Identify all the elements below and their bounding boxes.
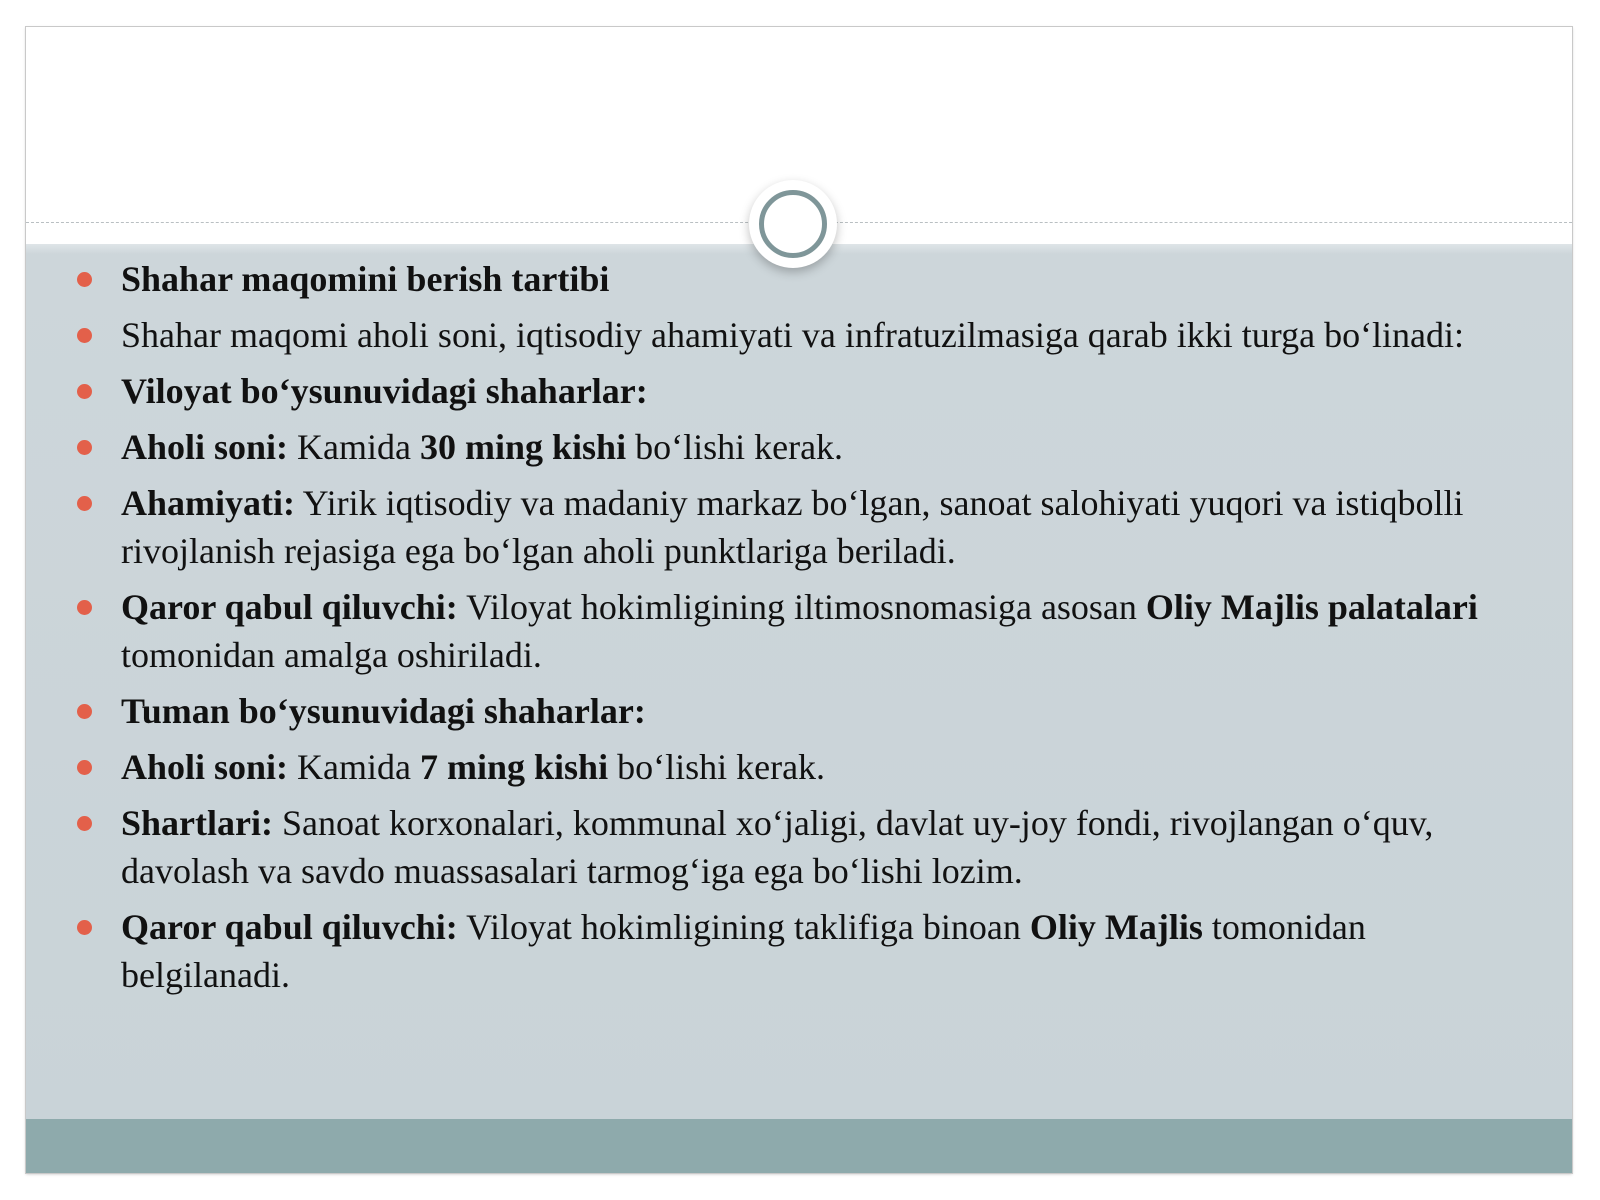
ring-inner	[759, 190, 827, 258]
bullet-dot-icon	[77, 496, 92, 511]
bullet-text: Kamida	[288, 427, 421, 467]
bullet-item	[92, 255, 1492, 303]
bullet-item	[92, 743, 1492, 791]
bullet-bold-text: Aholi soni:	[121, 747, 289, 787]
footer-band	[26, 1119, 1572, 1173]
bullet-text: Viloyat hokimligining iltimosnomasiga asosan	[457, 587, 1146, 627]
bullet-list	[92, 255, 1492, 1007]
bullet-text: Viloyat hokimligining taklifiga binoan	[457, 907, 1030, 947]
bullet-dot-icon	[77, 328, 92, 343]
bullet-text: tomonidan belgilanadi.	[121, 907, 1366, 995]
bullet-item	[92, 583, 1492, 679]
bullet-dot-icon	[77, 816, 92, 831]
bullet-item	[92, 311, 1492, 359]
bullet-bold-text: Qaror qabul qiluvchi:	[121, 907, 458, 947]
bullet-item	[92, 479, 1492, 575]
bullet-bold-text: Ahamiyati:	[121, 483, 295, 523]
bullet-text: tomonidan amalga oshiriladi.	[121, 635, 542, 675]
bullet-dot-icon	[77, 760, 92, 775]
bullet-item	[92, 367, 1492, 415]
bullet-item	[92, 423, 1492, 471]
bullet-dot-icon	[77, 384, 92, 399]
bullet-dot-icon	[77, 920, 92, 935]
bullet-item	[92, 903, 1492, 999]
bullet-dot-icon	[77, 600, 92, 615]
bullet-bold-text: Qaror qabul qiluvchi:	[121, 587, 458, 627]
bullet-dot-icon	[77, 704, 92, 719]
bullet-item	[92, 799, 1492, 895]
bullet-bold-text: Oliy Majlis	[1029, 907, 1203, 947]
bullet-dot-icon	[77, 272, 92, 287]
bullet-bold-text: Viloyat bo‘ysunuvidagi shaharlar:	[121, 371, 648, 411]
bullet-text: Shahar maqomi aholi soni, iqtisodiy ahamiyati va infratuzilmasiga qarab ikki turga bo‘linadi:	[121, 315, 1465, 355]
bullet-bold-text: Oliy Majlis palatalari	[1145, 587, 1478, 627]
bullet-bold-text: 7 ming kishi	[420, 747, 609, 787]
bullet-dot-icon	[77, 440, 92, 455]
bullet-bold-text: Shartlari:	[121, 803, 273, 843]
bullet-bold-text: Shahar maqomini berish tartibi	[121, 259, 610, 299]
bullet-text: Sanoat korxonalari, kommunal xo‘jaligi, davlat uy-joy fondi, rivojlangan o‘quv, davolash va savdo muassasalari tarmog‘iga ega bo‘lishi lozim.	[121, 803, 1434, 891]
bullet-text: bo‘lishi kerak.	[608, 747, 826, 787]
bullet-item	[92, 687, 1492, 735]
bullet-bold-text: Tuman bo‘ysunuvidagi shaharlar:	[121, 691, 646, 731]
bullet-bold-text: Aholi soni:	[121, 427, 289, 467]
bullet-text: bo‘lishi kerak.	[626, 427, 844, 467]
bullet-bold-text: 30 ming kishi	[420, 427, 627, 467]
bullet-text: Kamida	[288, 747, 421, 787]
bullet-text: Yirik iqtisodiy va madaniy markaz bo‘lgan, sanoat salohiyati yuqori va istiqbolli rivojlanish rejasiga ega bo‘lgan aholi punktlariga beriladi.	[121, 483, 1464, 571]
